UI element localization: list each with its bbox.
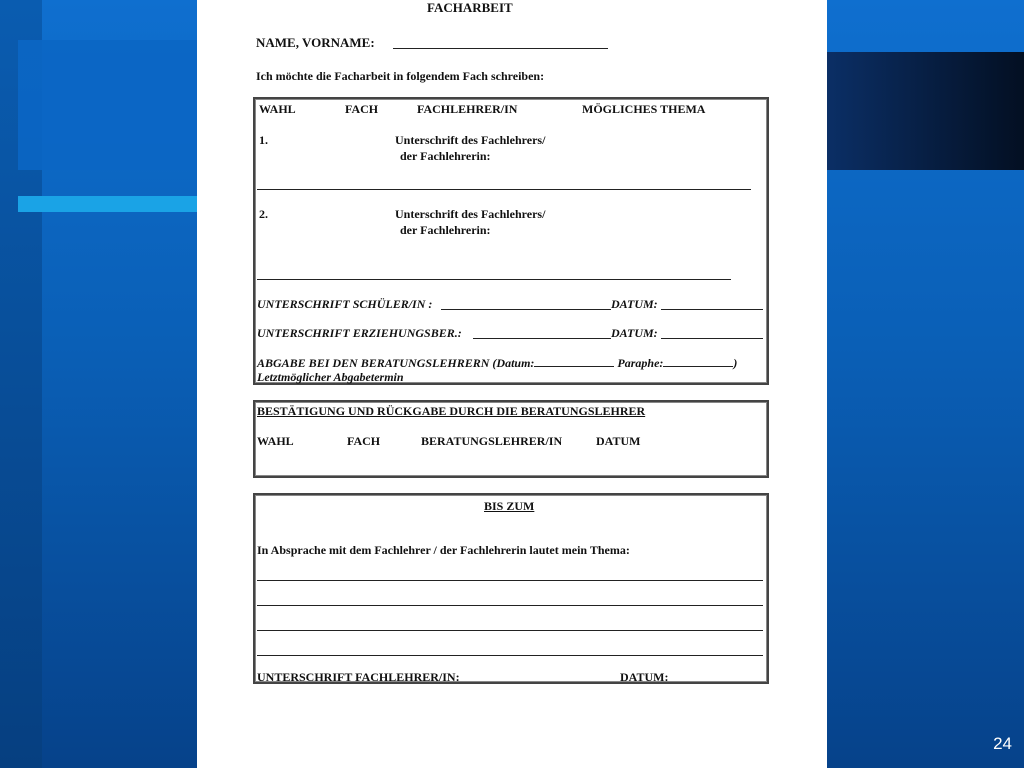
student-date-label: DATUM:	[611, 297, 658, 311]
confirmation-header-fach: FACH	[347, 434, 381, 448]
confirmation-header-beratungslehrer: BERATUNGSLEHRER/IN	[421, 434, 563, 448]
submission-label	[257, 357, 737, 369]
topic-line-2	[257, 605, 763, 606]
parent-signature-label: UNTERSCHRIFT ERZIEHUNGSBER.:	[257, 326, 462, 340]
topic-line-1	[257, 580, 763, 581]
choice-2-teacher-sig-line1: Unterschrift des Fachlehrers/	[395, 207, 546, 221]
confirmation-title: BESTÄTIGUNG UND RÜCKGABE DURCH DIE BERATUNGSLEHRER	[257, 404, 646, 418]
teacher-date-label: DATUM:	[620, 670, 669, 684]
parent-date-line	[661, 338, 763, 339]
submission-date-line	[534, 357, 614, 367]
right-navy-decor-block	[826, 52, 1024, 170]
topic-line-3	[257, 630, 763, 631]
light-blue-stripe	[18, 196, 208, 212]
form-title: FACHARBEIT	[427, 0, 513, 15]
parent-date-label: DATUM:	[611, 326, 658, 340]
scanned-form-page	[197, 0, 827, 768]
choice-2-teacher-sig-line2: der Fachlehrerin:	[400, 223, 491, 237]
paraphe-label: Paraphe:	[617, 356, 664, 370]
header-fachlehrer: FACHLEHRER/IN	[417, 102, 518, 116]
closing-paren: )	[733, 356, 738, 370]
name-label: NAME, VORNAME:	[256, 35, 375, 50]
deadline-heading: BIS ZUM	[484, 499, 535, 513]
top-left-decor-block	[18, 40, 208, 170]
header-fach: FACH	[345, 102, 379, 116]
choice-1-divider	[257, 189, 751, 190]
slide-number: 24	[993, 734, 1012, 753]
deadline-note: Letztmöglicher Abgabetermin	[257, 370, 404, 384]
choice-1-teacher-sig-line1: Unterschrift des Fachlehrers/	[395, 133, 546, 147]
parent-signature-line	[473, 338, 611, 339]
topic-intro: In Absprache mit dem Fachlehrer / der Fachlehrerin lautet mein Thema:	[257, 543, 630, 557]
confirmation-header-wahl: WAHL	[257, 434, 294, 448]
header-thema: MÖGLICHES THEMA	[582, 102, 706, 116]
teacher-signature-label: UNTERSCHRIFT FACHLEHRER/IN:	[257, 670, 460, 684]
topic-line-4	[257, 655, 763, 656]
name-fill-line	[393, 48, 608, 49]
header-wahl: WAHL	[259, 102, 296, 116]
choice-2-divider	[257, 279, 731, 280]
student-signature-line	[441, 309, 611, 310]
choice-1-number: 1.	[259, 133, 268, 147]
paraphe-line	[663, 357, 733, 367]
choice-1-teacher-sig-line2: der Fachlehrerin:	[400, 149, 491, 163]
student-signature-label: UNTERSCHRIFT SCHÜLER/IN :	[257, 297, 433, 311]
confirmation-header-datum: DATUM	[596, 434, 641, 448]
choice-2-number: 2.	[259, 207, 268, 221]
submission-prefix: ABGABE BEI DEN BERATUNGSLEHRERN (Datum:	[257, 356, 535, 370]
intro-text: Ich möchte die Facharbeit in folgendem Fach schreiben:	[256, 69, 545, 83]
student-date-line	[661, 309, 763, 310]
